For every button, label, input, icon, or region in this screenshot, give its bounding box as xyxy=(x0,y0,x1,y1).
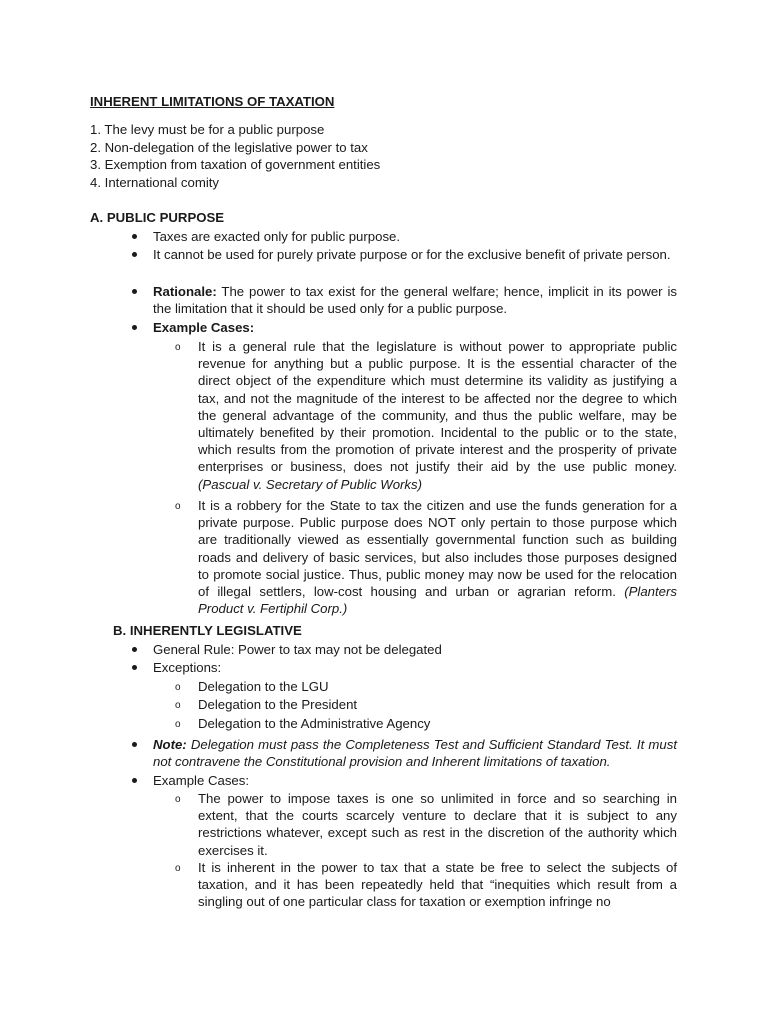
note-text: Delegation must pass the Completeness Test and Sufficient Standard Test. It must not contravene the Constitutional provision and Inherent limitations of taxation. xyxy=(153,737,677,770)
sub-bullet-icon: o xyxy=(175,794,181,805)
list-item: 2. Non-delegation of the legislative power to tax xyxy=(90,139,368,155)
sub-bullet-icon: o xyxy=(175,700,181,711)
bullet-icon xyxy=(132,234,137,239)
bullet-icon xyxy=(132,778,137,783)
sub-bullet-icon: o xyxy=(175,501,181,512)
bullet-icon xyxy=(132,647,137,652)
bullet-icon xyxy=(132,325,137,330)
sub-bullet-icon: o xyxy=(175,719,181,730)
list-item: 1. The levy must be for a public purpose xyxy=(90,122,325,137)
rationale-label: Rationale: xyxy=(153,284,217,299)
section-a-bullet-2: It cannot be used for purely private purpose or for the exclusive benefit of private person. xyxy=(153,247,671,262)
section-b-example-cases-label: Example Cases: xyxy=(153,773,250,788)
section-a-case-2 xyxy=(198,497,677,617)
exception-item: Delegation to the LGU xyxy=(198,679,329,694)
section-a-example-cases-label: Example Cases: xyxy=(153,320,255,335)
sub-bullet-icon: o xyxy=(175,342,181,353)
section-a-bullet-1: Taxes are exacted only for public purpose. xyxy=(153,229,401,244)
section-a-heading: A. PUBLIC PURPOSE xyxy=(90,210,225,225)
section-b-case-1: The power to impose taxes is one so unlimited in force and so searching in extent, that the courts scarcely venture to declare that it is subject to any restrictions whatever, except such as rest in the discretion of the authority which exercises it. xyxy=(198,791,677,858)
section-a-bullet-rationale xyxy=(153,283,677,317)
limitations-list xyxy=(90,121,380,191)
page-title: INHERENT LIMITATIONS OF TAXATION xyxy=(90,94,335,109)
section-b-general-rule: General Rule: Power to tax may not be delegated xyxy=(153,642,442,657)
rationale-text: The power to tax exist for the general welfare; hence, implicit in its power is the limitation that it should be used only for a public purpose. xyxy=(153,284,677,317)
section-b-exceptions-label: Exceptions: xyxy=(153,660,222,675)
section-b-case-2: It is inherent in the power to tax that a state be free to select the subjects of taxation, and it has been repeatedly held that “inequities which result from a singling out of one particular class for taxation or exemption infringe no xyxy=(198,860,677,910)
list-item: 3. Exemption from taxation of government entities xyxy=(90,157,381,173)
case-citation: (Pascual v. Secretary of Public Works) xyxy=(198,476,423,492)
sub-bullet-icon: o xyxy=(175,863,181,874)
case-citation: (Planters Product v. Fertiphil Corp.) xyxy=(198,584,677,617)
section-b-note xyxy=(153,736,677,770)
bullet-icon xyxy=(132,289,137,294)
note-label: Note: xyxy=(153,737,187,752)
bullet-icon xyxy=(132,742,137,747)
case-text: It is a general rule that the legislature is without power to appropriate public revenue for anything but a public purpose. It is the essential character of the direct object of the expenditure which must determine its validity as justifying a tax, and not the magnitude of the interest to be affected nor the degree to which the general advantage of the community, and thus the public welfare, may be ultimately benefited by their promotion. Incidental to the public or to the state, which results from the promotion of private interest and the prosperity of private enterprises or business, does not justify their aid by the use public money. xyxy=(198,339,677,475)
case-text: It is a robbery for the State to tax the citizen and use the funds generation for a private purpose. Public purpose does NOT only pertain to those purpose which are traditionally viewed as essentially governmental function such as building roads and delivery of basic services, but also includes those purposes designed to promote social justice. Thus, public money may now be used for the relocation of illegal settlers, low-cost housing and urban or agrarian reform. xyxy=(198,498,677,600)
section-b-heading: B. INHERENTLY LEGISLATIVE xyxy=(113,623,302,638)
list-item: 4. International comity xyxy=(90,174,220,190)
exception-item: Delegation to the Administrative Agency xyxy=(198,716,431,731)
bullet-icon xyxy=(132,665,137,670)
exception-item: Delegation to the President xyxy=(198,697,358,712)
bullet-icon xyxy=(132,252,137,257)
sub-bullet-icon: o xyxy=(175,682,181,693)
section-a-case-1 xyxy=(198,338,677,493)
